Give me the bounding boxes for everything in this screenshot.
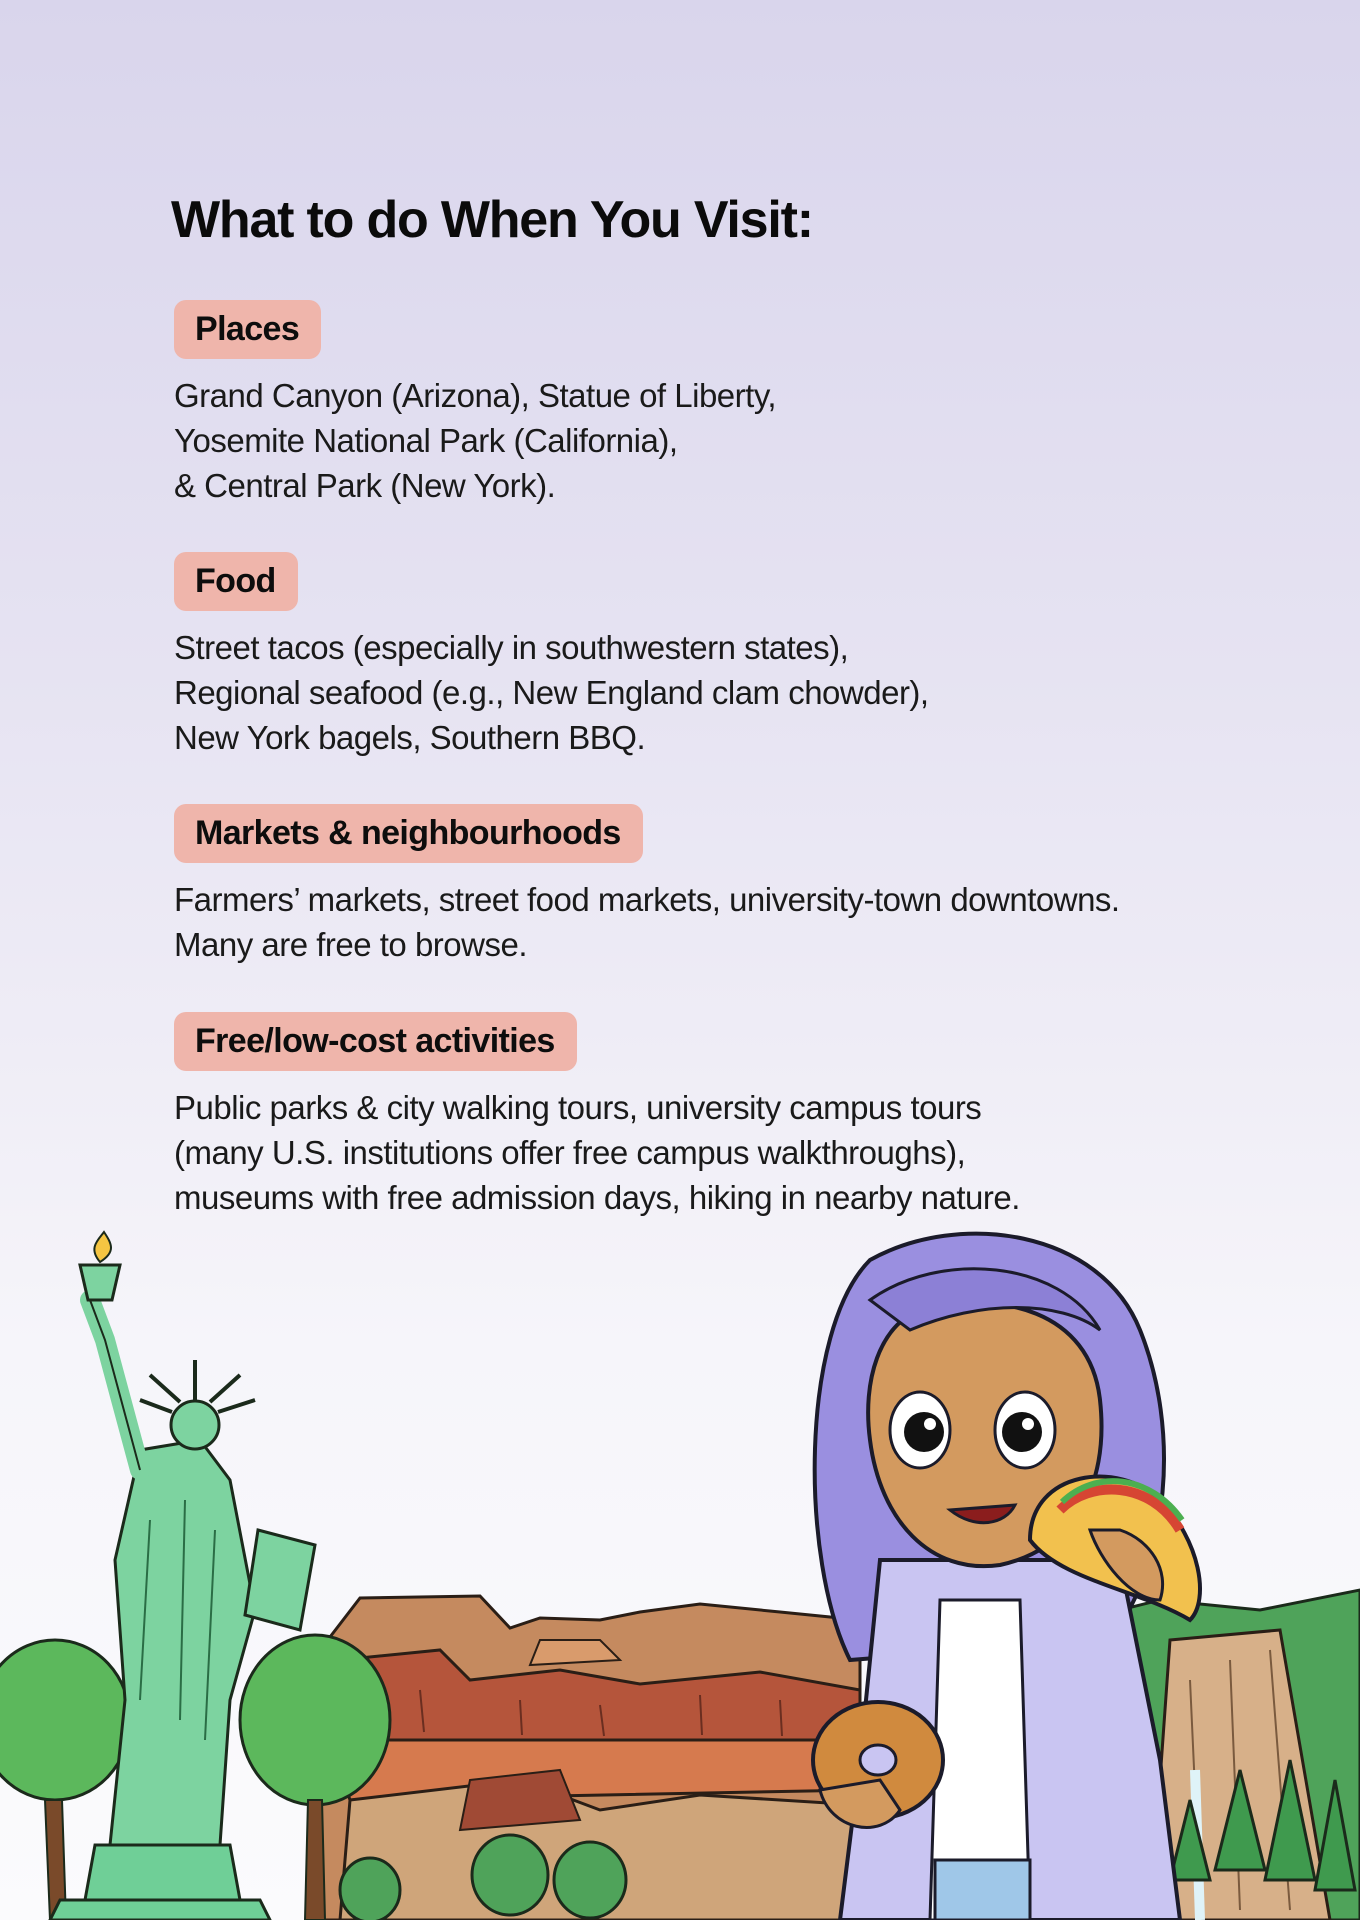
text-line: Farmers’ markets, street food markets, university-town downtowns.: [174, 881, 1120, 918]
text-line: Many are free to browse.: [174, 926, 527, 963]
text-line: New York bagels, Southern BBQ.: [174, 719, 646, 756]
text-line: Yosemite National Park (California),: [174, 422, 678, 459]
section-text-places: [174, 373, 776, 508]
section-tag-places: Places: [174, 300, 321, 359]
section-text-food: [174, 625, 929, 760]
text-line: Public parks & city walking tours, university campus tours: [174, 1089, 982, 1126]
section-tag-markets: Markets & neighbourhoods: [174, 804, 643, 863]
text-line: (many U.S. institutions offer free campus walkthroughs),: [174, 1134, 966, 1171]
section-markets: [174, 804, 1120, 967]
page-title: What to do When You Visit:: [171, 191, 813, 249]
travel-illustration: [0, 1220, 1360, 1920]
girl-character: [813, 1234, 1200, 1920]
text-line: Regional seafood (e.g., New England clam chowder),: [174, 674, 929, 711]
text-line: & Central Park (New York).: [174, 467, 556, 504]
section-tag-food: Food: [174, 552, 298, 611]
section-activities: [174, 1012, 1020, 1220]
section-text-activities: [174, 1085, 1020, 1220]
statue-of-liberty: [50, 1232, 315, 1920]
text-line: Grand Canyon (Arizona), Statue of Liberty,: [174, 377, 777, 414]
text-line: Street tacos (especially in southwestern states),: [174, 629, 849, 666]
section-places: [174, 300, 776, 508]
section-tag-activities: Free/low-cost activities: [174, 1012, 577, 1071]
section-food: [174, 552, 929, 760]
section-text-markets: [174, 877, 1120, 967]
text-line: museums with free admission days, hiking in nearby nature.: [174, 1179, 1020, 1216]
